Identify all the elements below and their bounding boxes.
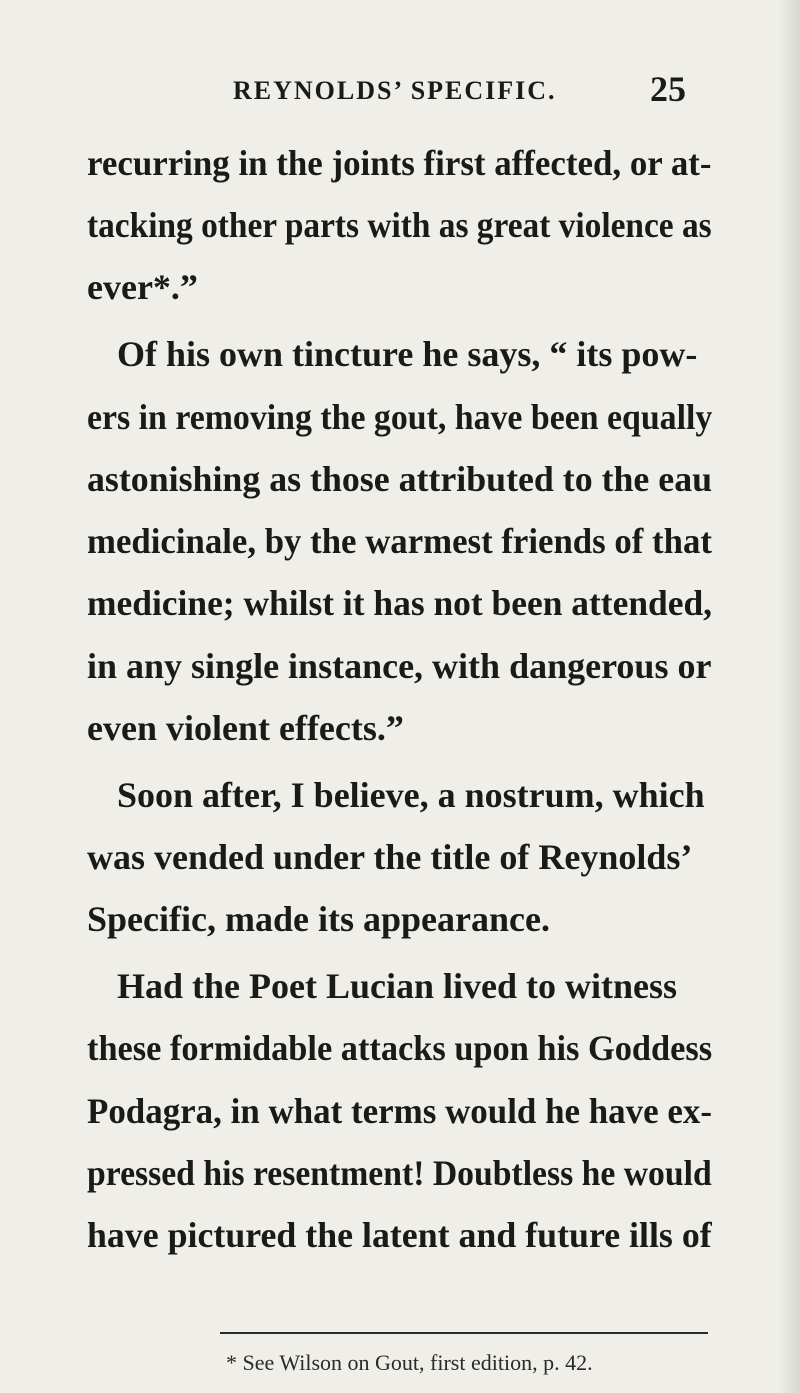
- text-line: have pictured the latent and future ills of: [87, 1215, 712, 1255]
- text-line: Specific, made its appearance.: [87, 899, 550, 939]
- text-line: these formidable attacks upon his Goddess: [87, 1028, 713, 1068]
- text-line: even violent effects.”: [87, 708, 404, 748]
- text-line: Podagra, in what terms would he have ex-: [87, 1091, 712, 1131]
- running-head: REYNOLDS’ SPECIFIC.: [233, 76, 557, 105]
- page-number: 25: [650, 69, 686, 109]
- text-line: pressed his resentment! Doubtless he would: [87, 1153, 712, 1193]
- text-line: astonishing as those attributed to the eau: [87, 459, 713, 499]
- text-line: tacking other parts with as great violence as: [87, 205, 712, 245]
- page-gutter-shadow: [778, 0, 800, 1393]
- text-line: medicine; whilst it has not been attended,: [87, 583, 713, 623]
- footnote: * See Wilson on Gout, first edition, p. 42.: [226, 1350, 593, 1375]
- footnote-rule: [220, 1332, 708, 1334]
- text-line: Of his own tincture he says, “ its pow-: [117, 334, 698, 374]
- text-line: in any single instance, with dangerous or: [87, 646, 712, 686]
- text-line: Had the Poet Lucian lived to witness: [117, 966, 678, 1006]
- text-line: recurring in the joints first affected, or at-: [87, 143, 712, 183]
- text-line: medicinale, by the warmest friends of that: [87, 521, 712, 561]
- text-line: was vended under the title of Reynolds’: [87, 837, 693, 877]
- text-line: ever*.”: [87, 267, 198, 307]
- text-line: Soon after, I believe, a nostrum, which: [117, 775, 705, 815]
- text-line: ers in removing the gout, have been equally: [87, 397, 713, 437]
